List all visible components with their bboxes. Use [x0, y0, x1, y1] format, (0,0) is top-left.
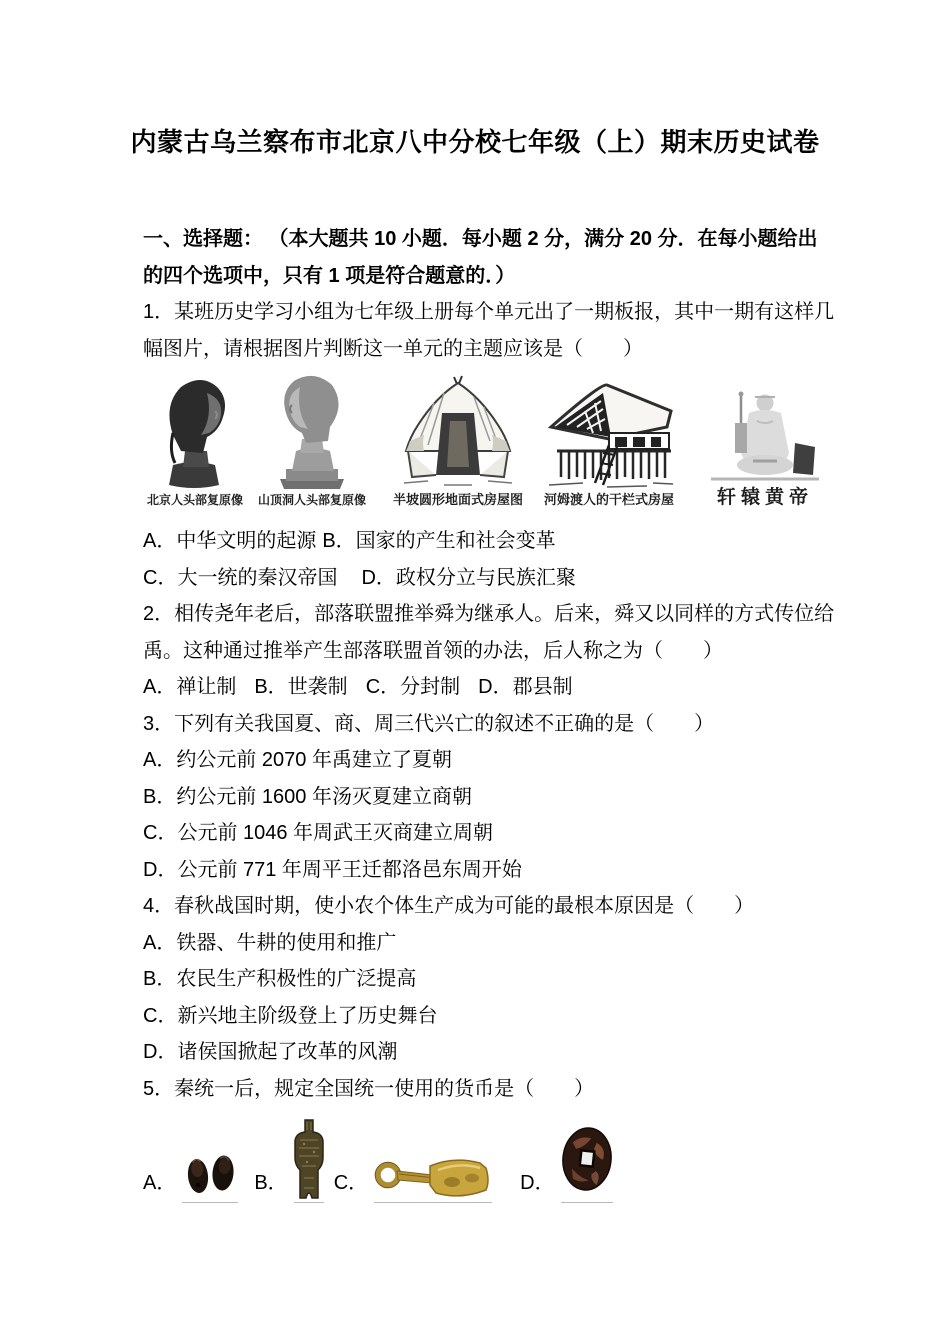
q5-option-b-label: B． — [254, 1172, 288, 1194]
q4-option-c: C．新兴地主阶级登上了历史舞台 — [143, 1004, 438, 1027]
figure-xuanyuan-huangdi — [701, 387, 829, 509]
q3-option-b: B．约公元前 1600 年汤灭夏建立商朝 — [143, 785, 472, 808]
figure-caption-xuanyuan-huangdi: 轩辕黄帝 — [716, 487, 813, 508]
figure-caption-hemudu-house: 河姆渡人的干栏式房屋 — [543, 492, 674, 507]
q4-option-b: B．农民生产积极性的广泛提高 — [143, 968, 417, 990]
q3-option-c: C．公元前 1046 年周武王灭商建立周朝 — [143, 822, 494, 844]
q2-option-d: D．郡县制 — [478, 676, 573, 698]
q4-option-a: A．铁器、牛耕的使用和推广 — [143, 931, 397, 954]
cowrie-shell-money-image — [182, 1142, 238, 1203]
question-1-options-row-2 — [143, 560, 835, 597]
upper-cave-man-bust-image — [262, 369, 362, 491]
round-square-hole-coin-image — [561, 1114, 613, 1203]
figure-hemudu-house — [539, 381, 679, 509]
hemudu-stilt-house-image — [543, 381, 675, 491]
question-2-options-row — [143, 669, 835, 706]
figure-banpo-house — [389, 375, 527, 509]
figure-caption-upper-cave-man: 山顶洞人头部复原像 — [257, 493, 366, 507]
q3-option-a: A．约公元前 2070 年禹建立了夏朝 — [143, 749, 452, 771]
q1-option-d: D．政权分立与民族汇聚 — [361, 566, 576, 589]
question-5-text: 5．秦统一后，规定全国统一使用的货币是（ ） — [143, 1077, 595, 1100]
q4-option-d: D．诸侯国掀起了改革的风潮 — [143, 1041, 398, 1063]
knife-money-image — [374, 1148, 492, 1203]
question-4-text: 4．春秋战国时期，使小农个体生产成为可能的最根本原因是（ ） — [143, 895, 755, 917]
question-1-text: 1．某班历史学习小组为七年级上册每个单元出了一期板报，其中一期有这样几幅图片，请根据图片判断这一单元的主题应该是（ ） — [143, 301, 835, 360]
q5-option-c-label: C． — [333, 1172, 369, 1194]
question-1-options-row-1 — [143, 523, 835, 560]
figure-caption-banpo-house: 半坡圆形地面式房屋图 — [392, 492, 523, 507]
q1-option-b: B．国家的产生和社会变革 — [322, 530, 556, 552]
q3-option-d: D．公元前 771 年周平王迁都洛邑东周开始 — [143, 858, 522, 881]
figure-upper-cave-man — [255, 369, 369, 509]
exam-content — [143, 221, 835, 1203]
q1-option-c: C．大一统的秦汉帝国 — [143, 566, 338, 589]
question-5-options-row — [143, 1111, 835, 1203]
q5-option-d-label: D． — [520, 1172, 555, 1194]
xuanyuan-huangdi-statue-image — [705, 387, 825, 487]
q2-option-b: B．世袭制 — [254, 676, 348, 698]
peking-man-bust-image — [149, 373, 241, 491]
question-1-figures — [143, 367, 835, 509]
spade-money-image — [294, 1118, 324, 1203]
q5-option-a-label: A． — [143, 1172, 177, 1194]
page-title: 内蒙古乌兰察布市北京八中分校七年级（上）期末历史试卷 — [130, 127, 820, 157]
banpo-round-house-image — [394, 375, 522, 491]
q2-option-c: C．分封制 — [365, 676, 461, 698]
q2-option-a: A．禅让制 — [143, 676, 237, 698]
q1-option-a: A．中华文明的起源 — [143, 530, 317, 552]
question-3-text: 3．下列有关我国夏、商、周三代兴亡的叙述不正确的是（ ） — [143, 712, 715, 735]
question-2-text: 2．相传尧年老后，部落联盟推举舜为继承人。后来，舜又以同样的方式传位给禹。这种通过推举产生部落联盟首领的办法，后人称之为（ ） — [143, 603, 835, 662]
figure-peking-man — [143, 373, 247, 509]
figure-caption-peking-man: 北京人头部复原像 — [146, 493, 243, 507]
section-header: 一、选择题： （本大题共 10 小题．每小题 2 分，满分 20 分．在每小题给出的四个选项中，只有 1 项是符合题意的．） — [143, 228, 818, 287]
